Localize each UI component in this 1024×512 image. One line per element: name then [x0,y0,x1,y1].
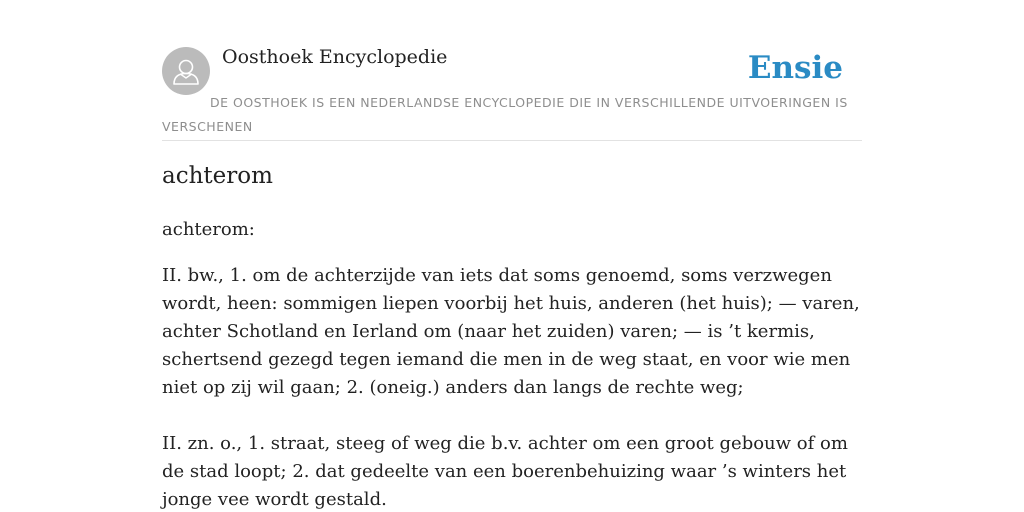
brand-logo-link[interactable]: Ensie [747,50,843,86]
site-header [162,44,862,141]
definition-paragraph-2: II. zn. o., 1. straat, steeg of weg die b.v. achter om een groot gebouw of om de stad loopt; 2. dat gedeelte van een boerenbehuizing waar ’s winters het jonge vee wordt gestald. [162,433,848,510]
entry-content [162,216,872,512]
entry-lemma: achterom: [162,219,255,240]
paragraph-spacer [162,402,872,430]
entry-title: achterom [162,163,273,189]
source-title-link[interactable]: Oosthoek Encyclopedie [222,46,448,68]
definition-paragraph-1: II. bw., 1. om de achterzijde van iets dat soms genoemd, soms verzwegen wordt, heen: sommigen liepen voorbij het huis, anderen (het huis); — varen, achter Schotland en Ierland om (naar het zuiden) varen; — is ’t kermis, schertsend gezegd tegen iemand die men in de weg staat, en voor wie men niet op zij wil gaan; 2. (oneig.) anders dan langs de rechte weg; [162,265,860,398]
source-description: DE OOSTHOEK IS EEN NEDERLANDSE ENCYCLOPEDIE DIE IN VERSCHILLENDE UITVOERINGEN IS VERSCHENEN [162,95,848,134]
user-placeholder-icon[interactable] [162,47,210,95]
